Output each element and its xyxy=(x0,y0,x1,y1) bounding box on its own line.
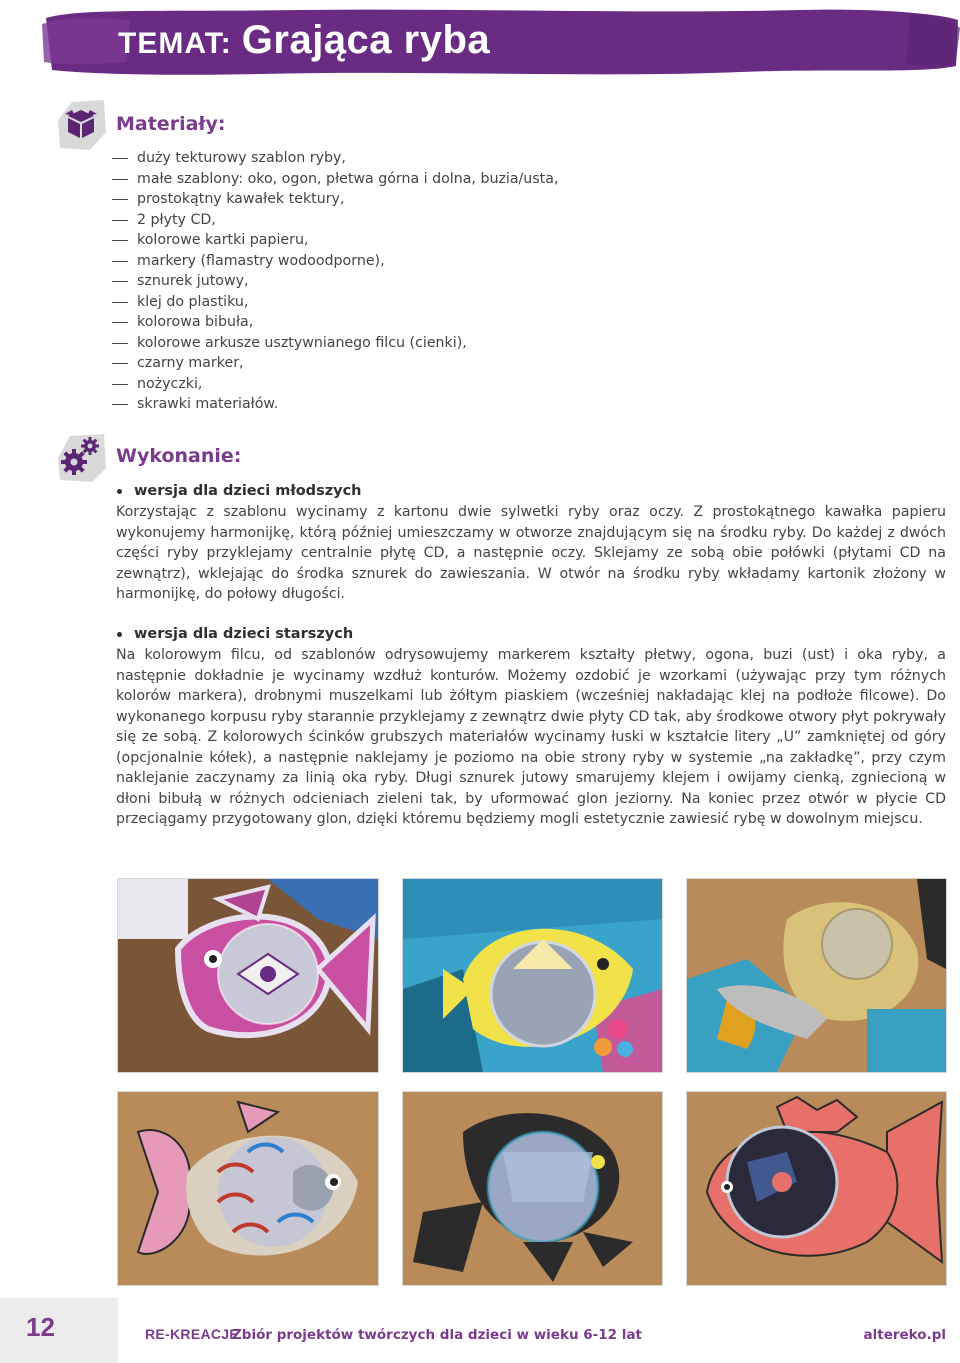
list-item: duży tekturowy szablon ryby, xyxy=(112,148,558,169)
box-icon xyxy=(54,96,108,156)
photo-fish-yellow-cd xyxy=(402,878,663,1073)
photo-fish-sequins xyxy=(686,878,947,1073)
page-title xyxy=(118,18,490,63)
list-item: prostokątny kawałek tektury, xyxy=(112,189,558,210)
older-variant-text: Na kolorowym filcu, od szablonów odrysowujemy markerem kształty płetwy, ogona, buzi (ust) i oka ryby, a następnie dokładnie je wycinamy wzdłuż konturów. Możemy ozdobić je wzorkami (używając przy tym różnych kolorów markera), drobnymi muszelkami lub żółtym piaskiem (wcześniej nakładając klej na podłoże filcowe). Do wykonanego korpusu ryby starannie przyklejamy z zewnątrz dwie płyty CD tak, aby środkowe otwory płyt pokrywały się ze sobą. Z kolorowych ścinków grubszych materiałów wycinamy łuski w kształcie litery „U” zamkniętej od góry (opcjonalnie kółek), a następnie naklejamy je poziomo na obie strony ryby w systemie „na zakładkę”, przy czym naklejanie zaczynamy za linią oka ryby. Długi sznurek jutowy smarujemy klejem i owijamy cienką, zgniecioną w dłoni bibułą w różnych odcieniach zieleni tak, by uformować glon jeziorny. Na koniec przez otwór w płycie CD przeciągamy przygotowany glon, dzięki któremu będziemy mogli estetycznie zawiesić rybę w dowolnym miejscu. xyxy=(116,647,946,827)
title-text: Grająca ryba xyxy=(241,18,491,62)
older-variant-title: wersja dla dzieci starszych xyxy=(116,624,946,645)
list-item: kolorowe kartki papieru, xyxy=(112,230,558,251)
footer-subtitle: Zbiór projektów twórczych dla dzieci w wieku 6-12 lat xyxy=(232,1327,642,1343)
execution-heading: Wykonanie: xyxy=(116,445,242,467)
older-variant xyxy=(116,624,946,830)
list-item: kolorowe arkusze usztywnianego filcu (cienki), xyxy=(112,333,558,354)
header-banner xyxy=(40,4,960,84)
list-item: markery (flamastry wodoodporne), xyxy=(112,251,558,272)
list-item: sznurek jutowy, xyxy=(112,271,558,292)
footer xyxy=(0,1298,960,1363)
younger-variant-text: Korzystając z szablonu wycinamy z kartonu dwie sylwetki ryby oraz oczy. Z prostokątnego kawałka papieru wykonujemy harmonijkę, którą później umieszczamy w otworze znajdującym się na środku ryby. Do każdej z dwóch części ryby przyklejamy centralnie płytę CD, a następnie oczy. Sklejamy ze sobą obie połówki (płytami CD na zewnątrz), wklejając do środka sznurek do zawieszania. W otwór na środku ryby wkładamy kartonik złożony w harmonijkę, do połowy długości. xyxy=(116,504,946,602)
materials-heading: Materiały: xyxy=(116,113,226,135)
photo-fish-red-cd xyxy=(686,1091,947,1286)
page-number-tab xyxy=(0,1298,118,1363)
younger-variant xyxy=(116,481,946,605)
footer-site-link[interactable]: altereko.pl xyxy=(863,1327,946,1343)
materials-list xyxy=(112,148,558,415)
list-item: skrawki materiałów. xyxy=(112,394,558,415)
title-label: TEMAT: xyxy=(118,27,232,60)
younger-variant-title: wersja dla dzieci młodszych xyxy=(116,481,946,502)
list-item: kolorowa bibuła, xyxy=(112,312,558,333)
list-item: małe szablony: oko, ogon, płetwa górna i dolna, buzia/usta, xyxy=(112,169,558,190)
footer-brand: RE-KREACJE xyxy=(145,1326,240,1342)
list-item: 2 płyty CD, xyxy=(112,210,558,231)
photo-fish-scales-pink xyxy=(117,1091,379,1286)
photo-fish-black-feathers xyxy=(402,1091,663,1286)
list-item: klej do plastiku, xyxy=(112,292,558,313)
page-number: 12 xyxy=(26,1312,55,1342)
list-item: czarny marker, xyxy=(112,353,558,374)
photo-fish-pink-glitter xyxy=(117,878,379,1073)
gears-icon xyxy=(54,428,108,488)
list-item: nożyczki, xyxy=(112,374,558,395)
